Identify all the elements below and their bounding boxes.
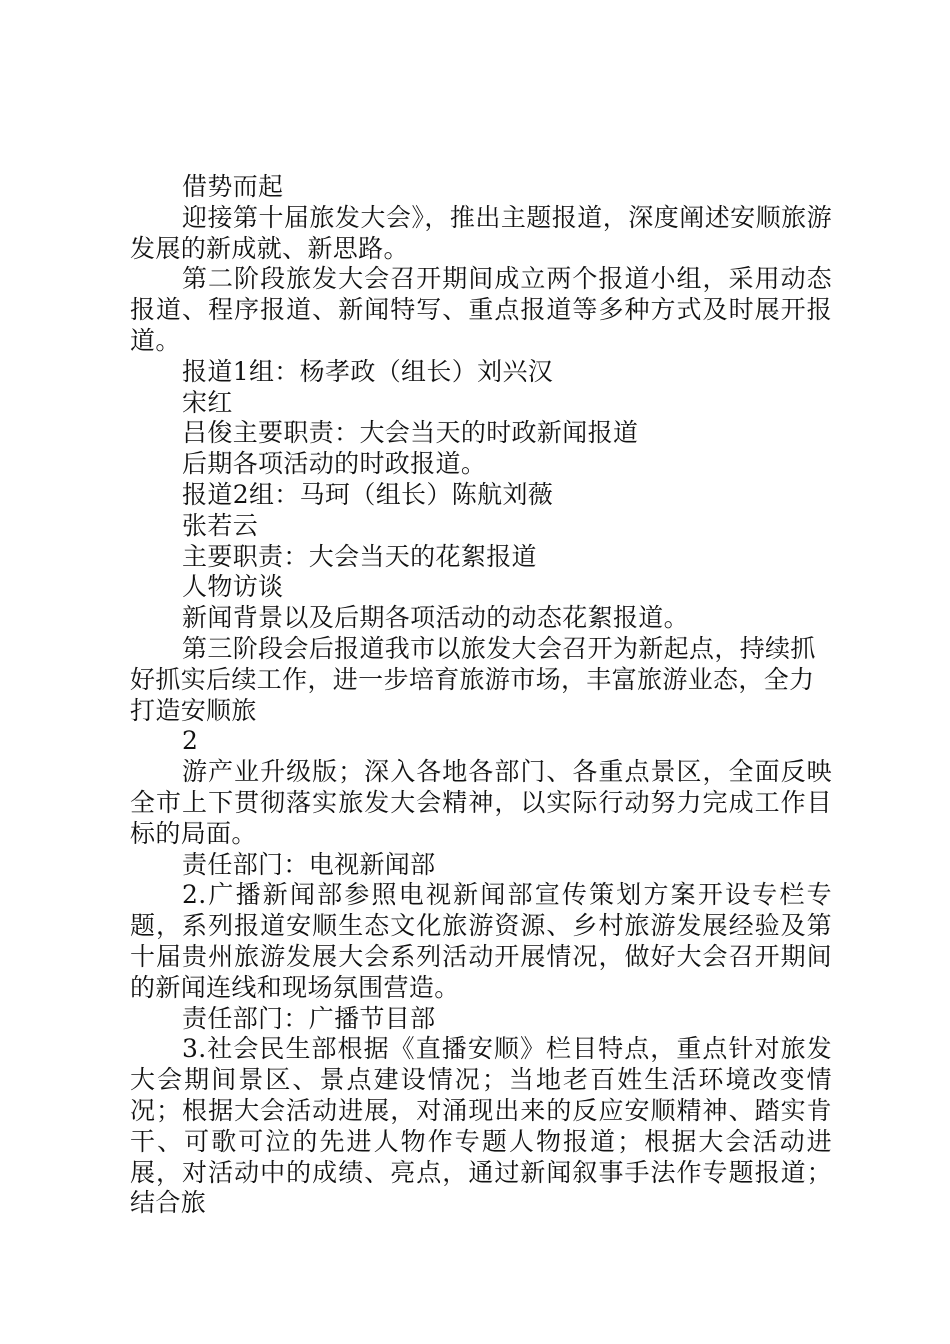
paragraph: 人物访谈 — [182, 572, 284, 602]
paragraph: 3.社会民生部根据《直播安顺》栏目特点，重点针对旅发大会期间景区、景点建设情况；当地老百姓生活环境改变情况；根据大会活动进展，对涌现出来的反应安顺精神、踏实肯干、可歌可泣的先进人物作专题人物报道；根据大会活动进展，对活动中的成绩、亮点，通过新闻叙事手法作专题报道；结合旅 — [130, 1034, 832, 1218]
paragraph: 主要职责：大会当天的花絮报道 — [182, 541, 537, 571]
paragraph: 第二阶段旅发大会召开期间成立两个报道小组，采用动态报道、程序报道、新闻特写、重点报道等多种方式及时展开报道。 — [130, 264, 832, 355]
paragraph: 责任部门：广播节目部 — [182, 1003, 436, 1033]
paragraph: 宋红 — [182, 387, 233, 417]
paragraph: 报道2组：马珂（组长）陈航刘薇 — [182, 479, 554, 509]
paragraph: 游产业升级版；深入各地各部门、各重点景区，全面反映全市上下贯彻落实旅发大会精神，以实际行动努力完成工作目标的局面。 — [130, 757, 832, 848]
paragraph: 吕俊主要职责：大会当天的时政新闻报道 — [182, 418, 639, 448]
document-body — [130, 172, 832, 1219]
paragraph: 2.广播新闻部参照电视新闻部宣传策划方案开设专栏专题，系列报道安顺生态文化旅游资源、乡村旅游发展经验及第十届贵州旅游发展大会系列活动开展情况，做好大会召开期间的新闻连线和现场氛围营造。 — [130, 880, 832, 1002]
page-number: 2 — [182, 726, 199, 756]
paragraph: 后期各项活动的时政报道。 — [182, 449, 487, 479]
paragraph: 报道1组：杨孝政（组长）刘兴汉 — [182, 356, 554, 386]
paragraph: 第三阶段会后报道我市以旅发大会召开为新起点，持续抓好抓实后续工作，进一步培育旅游市场，丰富旅游业态，全力打造安顺旅 — [130, 633, 816, 725]
paragraph: 迎接第十届旅发大会》，推出主题报道，深度阐述安顺旅游发展的新成就、新思路。 — [130, 202, 832, 263]
paragraph: 责任部门：电视新闻部 — [182, 849, 436, 879]
paragraph-heading: 借势而起 — [182, 172, 284, 201]
paragraph: 新闻背景以及后期各项活动的动态花絮报道。 — [182, 603, 690, 633]
paragraph: 张若云 — [182, 510, 259, 540]
